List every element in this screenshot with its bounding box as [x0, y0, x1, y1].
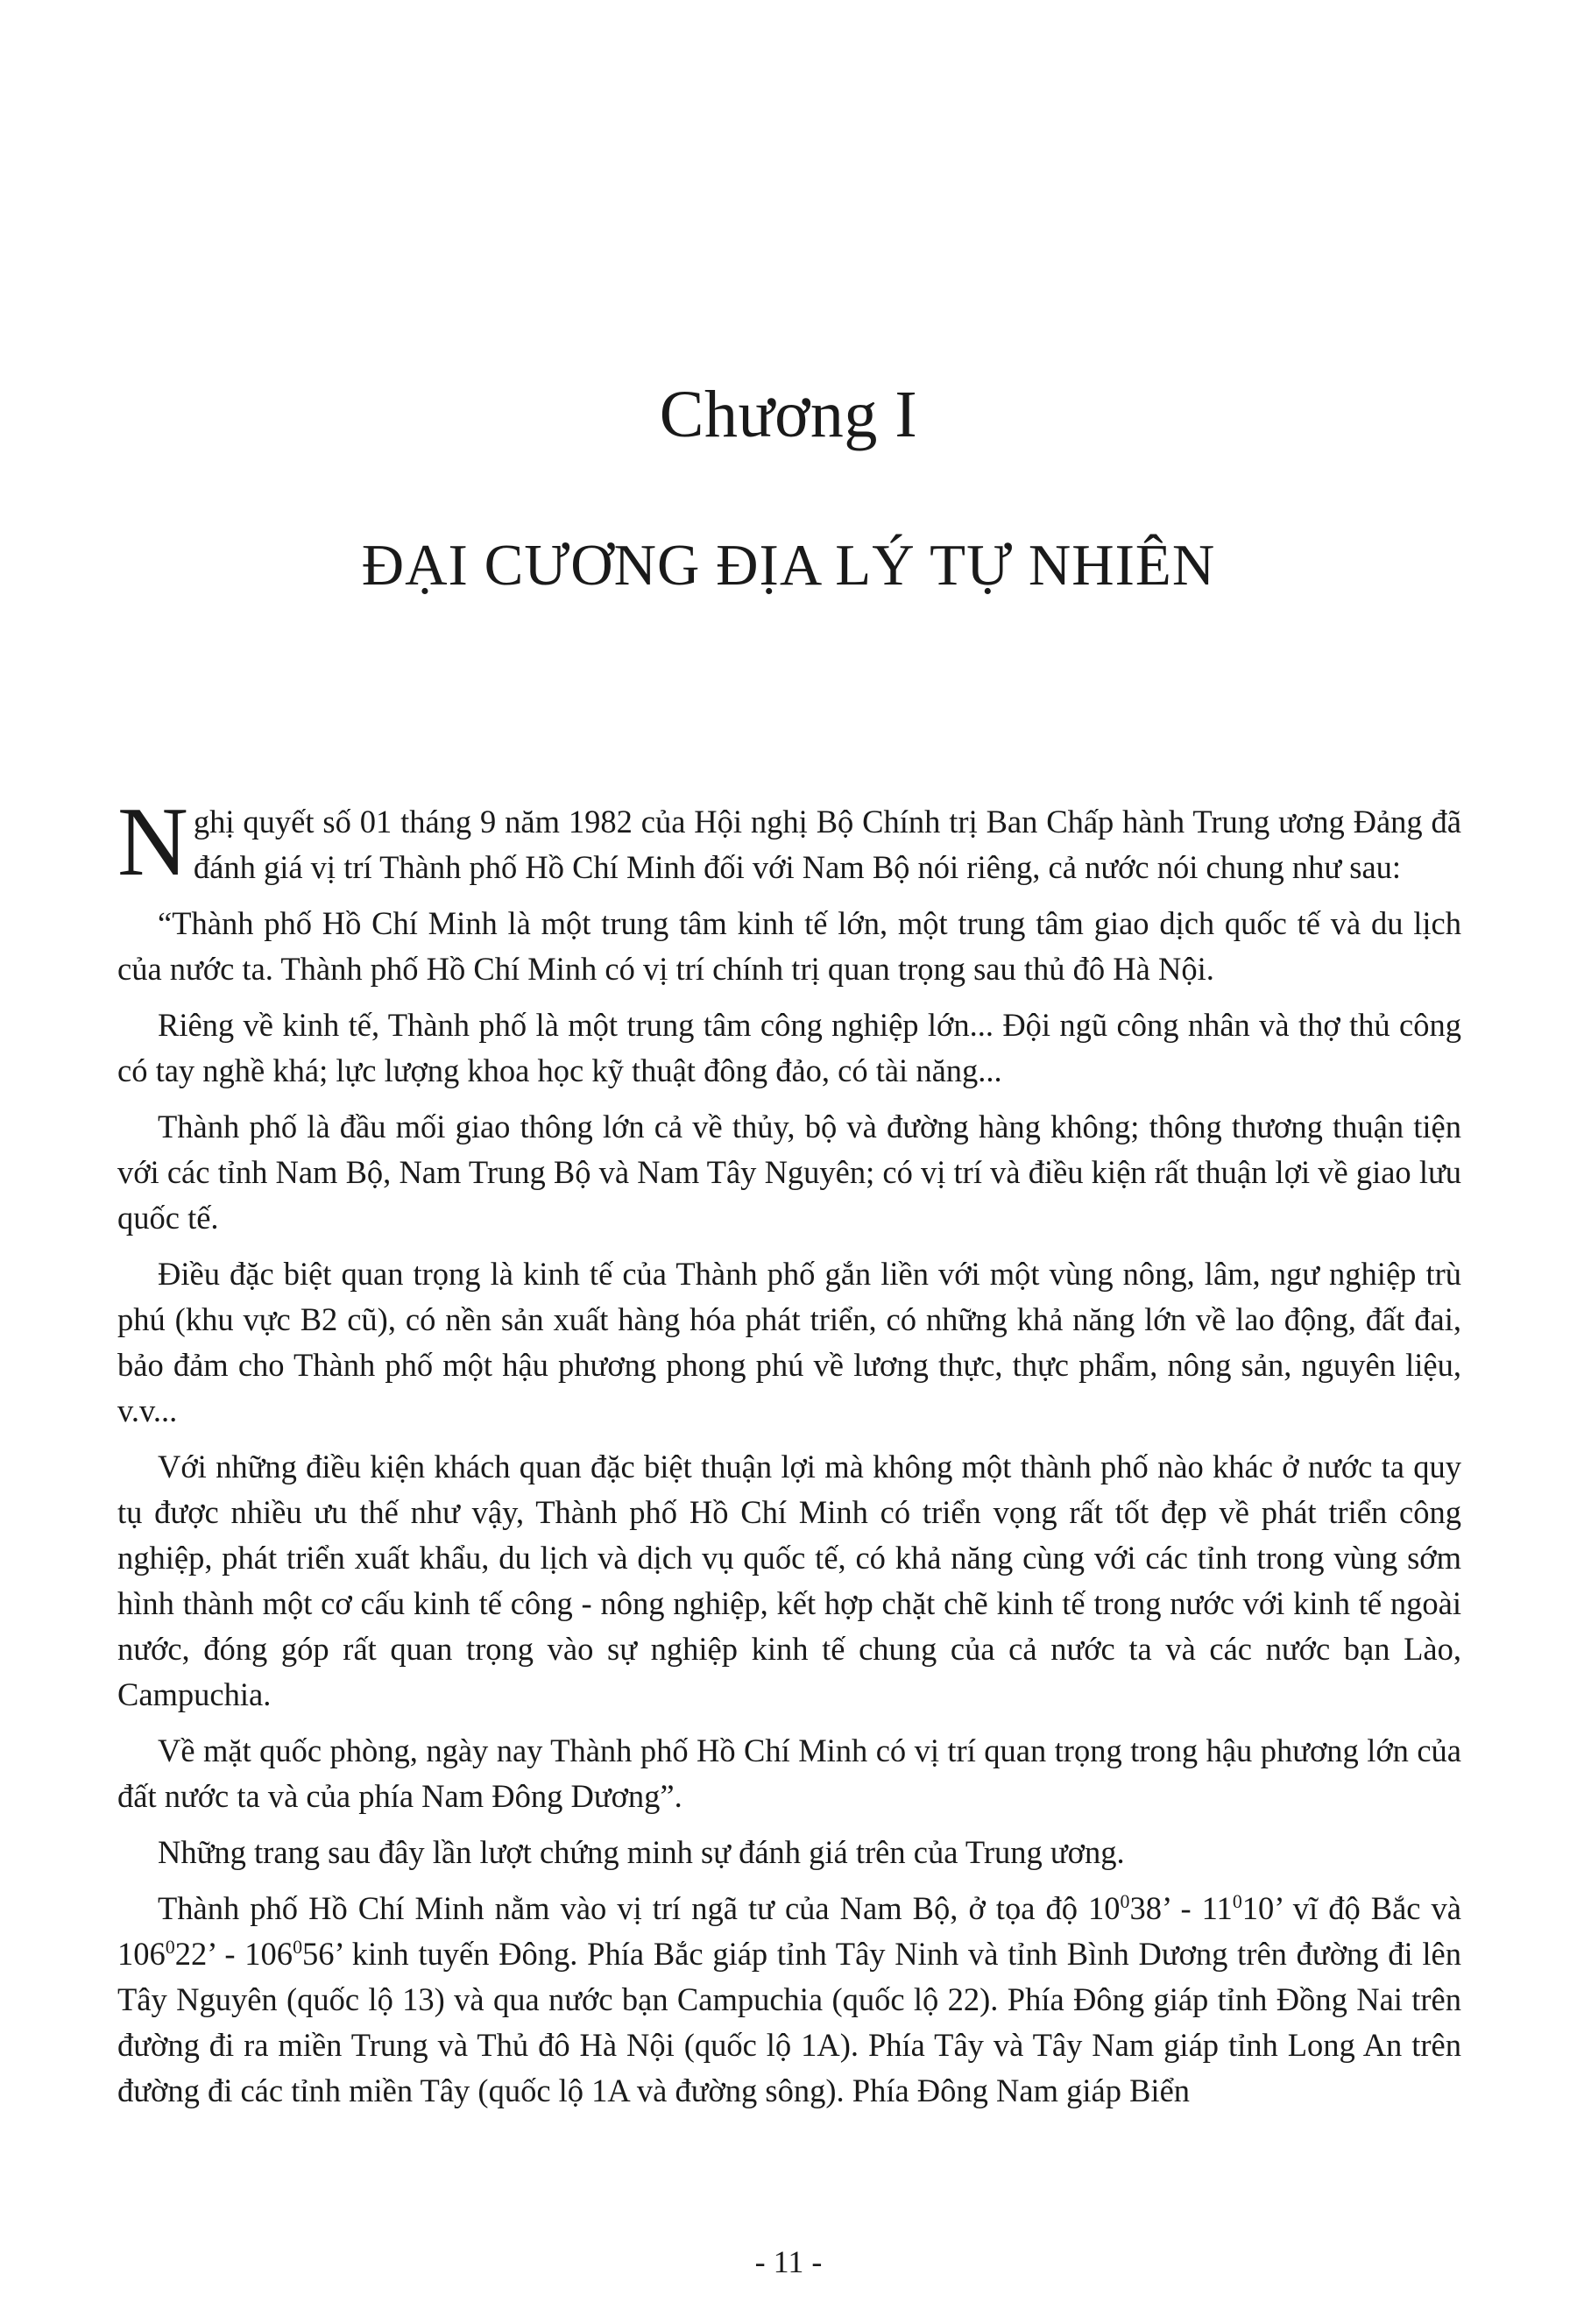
paragraph-9: [117, 1886, 1461, 2114]
paragraph-2: “Thành phố Hồ Chí Minh là một trung tâm kinh tế lớn, một trung tâm giao dịch quốc tế và du lịch của nước ta. Thành phố Hồ Chí Minh có vị trí chính trị quan trọng sau thủ đô Hà Nội.: [117, 905, 1461, 987]
paragraph-8: Những trang sau đây lần lượt chứng minh sự đánh giá trên của Trung ương.: [158, 1834, 1125, 1870]
degree-mark: 0: [165, 1935, 175, 1958]
paragraph-4: Thành phố là đầu mối giao thông lớn cả về thủy, bộ và đường hàng không; thông thương thuận tiện với các tỉnh Nam Bộ, Nam Trung Bộ và Nam Tây Nguyên; có vị trí và điều kiện rất thuận lợi về giao lưu quốc tế.: [117, 1109, 1461, 1236]
degree-mark: 0: [293, 1935, 303, 1958]
page-number: - 11 -: [754, 2244, 823, 2279]
paragraph-1-text: ghị quyết số 01 tháng 9 năm 1982 của Hội nghị Bộ Chính trị Ban Chấp hành Trung ương Đảng đã đánh giá vị trí Thành phố Hồ Chí Minh đối với Nam Bộ nói riêng, cả nước nói chung như sau:: [193, 804, 1461, 885]
body-text: [117, 788, 1461, 2124]
paragraph-3: Riêng về kinh tế, Thành phố là một trung tâm công nghiệp lớn... Đội ngũ công nhân và thợ thủ công có tay nghề khá; lực lượng khoa học kỹ thuật đông đảo, có tài năng...: [117, 1007, 1461, 1088]
paragraph-9-part-e: 56’ kinh tuyến Đông. Phía Bắc giáp tỉnh Tây Ninh và tỉnh Bình Dương trên đường đi lên Tây Nguyên (quốc lộ 13) và qua nước bạn Campuchia (quốc lộ 22). Phía Đông giáp tỉnh Đồng Nai trên đường đi ra miền Trung và Thủ đô Hà Nội (quốc lộ 1A). Phía Tây và Tây Nam giáp tỉnh Long An trên đường đi các tỉnh miền Tây (quốc lộ 1A và đường sông). Phía Đông Nam giáp Biển: [117, 1936, 1461, 2108]
paragraph-5: Điều đặc biệt quan trọng là kinh tế của Thành phố gắn liền với một vùng nông, lâm, ngư nghiệp trù phú (khu vực B2 cũ), có nền sản xuất hàng hóa phát triển, có những khả năng lớn về lao động, đất đai, bảo đảm cho Thành phố một hậu phương phong phú về lương thực, thực phẩm, nông sản, nguyên liệu, v.v...: [117, 1256, 1461, 1428]
paragraph-7: Về mặt quốc phòng, ngày nay Thành phố Hồ Chí Minh có vị trí quan trọng trong hậu phương lớn của đất nước ta và của phía Nam Đông Dương”.: [117, 1732, 1461, 1814]
paragraph-9-part-b: 38’ - 11: [1129, 1890, 1233, 1926]
paragraph-6: Với những điều kiện khách quan đặc biệt thuận lợi mà không một thành phố nào khác ở nước ta quy tụ được nhiều ưu thế như vậy, Thành phố Hồ Chí Minh có triển vọng rất tốt đẹp về phát triển công nghiệp, phát triển xuất khẩu, du lịch và dịch vụ quốc tế, có khả năng cùng với các tỉnh trong vùng sớm hình thành một cơ cấu kinh tế công - nông nghiệp, kết hợp chặt chẽ kinh tế trong nước với kinh tế ngoài nước, đóng góp rất quan trọng vào sự nghiệp kinh tế chung của cả nước ta và các nước bạn Lào, Campuchia.: [117, 1449, 1461, 1712]
paragraph-1: [117, 788, 1461, 896]
drop-cap: N: [117, 788, 188, 896]
paragraph-9-part-c: 10’ vĩ độ Bắc và 106: [117, 1890, 1461, 1972]
paragraph-9-part-d: 22’ - 106: [174, 1936, 293, 1972]
chapter-label: Chương I: [659, 378, 918, 451]
degree-mark: 0: [1120, 1889, 1130, 1912]
paragraph-9-part-a: Thành phố Hồ Chí Minh nằm vào vị trí ngã tư của Nam Bộ, ở tọa độ 10: [158, 1890, 1121, 1926]
chapter-title: ĐẠI CƯƠNG ĐỊA LÝ TỰ NHIÊN: [361, 533, 1216, 598]
degree-mark: 0: [1232, 1889, 1242, 1912]
